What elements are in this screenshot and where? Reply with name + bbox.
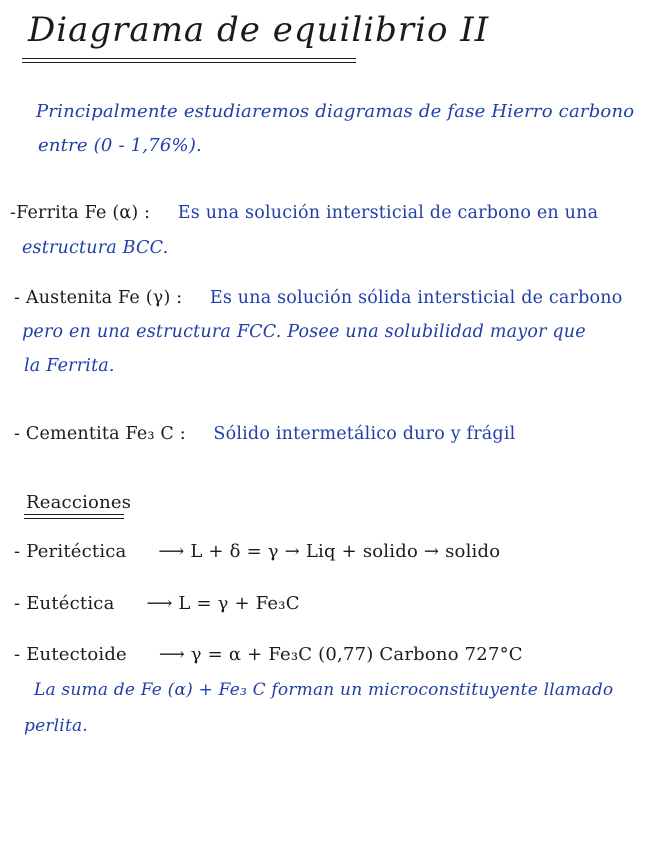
- reactions-heading-underline: [24, 518, 124, 519]
- austenita-entry-line-2: pero en una estructura FCC. Posee una solubilidad mayor que: [22, 322, 586, 342]
- eutectoide-note-line-2: perlita.: [24, 716, 88, 736]
- cementita-term: - Cementita Fe₃ C :: [14, 424, 186, 444]
- eutectica-equation: ⟶ L = γ + Fe₃C: [146, 593, 300, 614]
- austenita-definition: Es una solución sólida intersticial de carbono: [209, 288, 623, 308]
- eutectoide-term: - Eutectoide: [14, 644, 127, 665]
- peritectica-equation: ⟶ L + δ = γ → Liq + solido → solido: [158, 541, 501, 562]
- cementita-definition: Sólido intermetálico duro y frágil: [213, 424, 516, 444]
- ferrita-definition: Es una solución intersticial de carbono en una: [177, 203, 599, 223]
- austenita-entry-line-3: la Ferrita.: [24, 356, 115, 376]
- intro-text-line-2: entre (0 - 1,76%).: [38, 135, 202, 156]
- reactions-heading-underline: [24, 514, 124, 515]
- ferrita-term: -Ferrita Fe (α) :: [10, 203, 151, 223]
- eutectoide-entry: [14, 644, 523, 665]
- ferrita-entry-line-1: [10, 203, 598, 223]
- peritectica-term: - Peritéctica: [14, 541, 127, 562]
- ferrita-entry-line-2: estructura BCC.: [22, 238, 169, 258]
- eutectoide-note-line-1: La suma de Fe (α) + Fe₃ C forman un microconstituyente llamado: [34, 680, 614, 700]
- page-title: Diagrama de equilibrio II: [28, 10, 490, 50]
- peritectica-entry: [14, 541, 500, 562]
- intro-text-line-1: Principalmente estudiaremos diagramas de fase Hierro carbono: [36, 101, 635, 122]
- title-underline: [22, 62, 356, 63]
- reactions-heading: Reacciones: [26, 492, 132, 513]
- title-underline: [22, 58, 356, 59]
- eutectica-entry: [14, 593, 300, 614]
- austenita-term: - Austenita Fe (γ) :: [14, 288, 183, 308]
- cementita-entry: [14, 424, 515, 444]
- austenita-entry-line-1: [14, 288, 622, 308]
- eutectica-term: - Eutéctica: [14, 593, 115, 614]
- eutectoide-equation: ⟶ γ = α + Fe₃C (0,77) Carbono 727°C: [158, 644, 523, 665]
